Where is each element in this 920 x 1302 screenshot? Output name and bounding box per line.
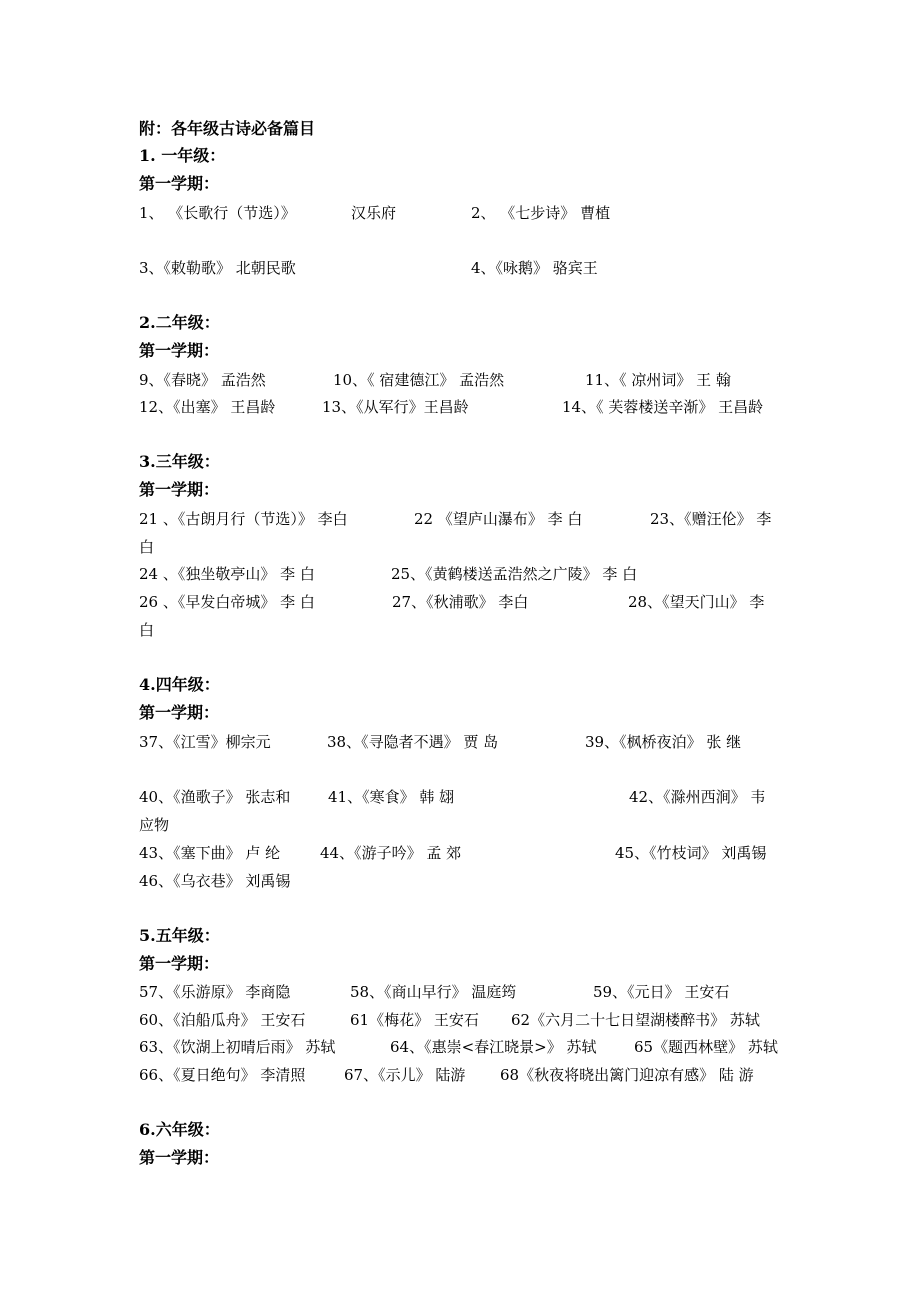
- poem-author: 汉乐府: [351, 204, 397, 222]
- poem-item: 43、《塞下曲》 卢 纶: [139, 844, 281, 862]
- poem-item: 60、《泊船瓜舟》 王安石: [139, 1011, 306, 1029]
- poem-item: 66、《夏日绝句》 李清照: [139, 1066, 306, 1084]
- poem-item: 21 、《古朗月行（节选）》 李白: [139, 510, 348, 528]
- poem-item: 62《六月二十七日望湖楼醉书》 苏轼: [511, 1011, 760, 1029]
- poem-item: 24 、《独坐敬亭山》 李 白: [139, 565, 315, 583]
- poem-item: 44、《游子吟》 孟 郊: [320, 844, 462, 862]
- poem-item: 14、《 芙蓉楼送辛渐》 王昌龄: [562, 398, 764, 416]
- poem-item: 37、《江雪》柳宗元: [139, 733, 271, 751]
- poem-item: 65《题西林壁》 苏轼: [634, 1038, 778, 1056]
- poem-item: 23、《赠汪伦》 李: [650, 510, 772, 528]
- poem-item: 57、《乐游原》 李商隐: [139, 983, 291, 1001]
- grade5-term: 第一学期：: [139, 954, 220, 973]
- poem-item: 42、《滁州西涧》 韦: [629, 788, 766, 806]
- grade3-heading: 3.三年级：: [139, 452, 220, 471]
- grade3-term: 第一学期：: [139, 480, 220, 499]
- poem-item: 4、《咏鹅》 骆宾王: [471, 259, 598, 277]
- poem-item: 40、《渔歌子》 张志和: [139, 788, 291, 806]
- poem-item: 25、《黄鹤楼送孟浩然之广陵》 李 白: [391, 565, 638, 583]
- poem-item: 22 《望庐山瀑布》 李 白: [414, 510, 583, 528]
- grade6-heading: 6.六年级：: [139, 1120, 220, 1139]
- poem-author-wrap: 白: [139, 538, 155, 556]
- poem-item: 28、《望天门山》 李: [628, 593, 765, 611]
- poem-author-wrap: 应物: [139, 816, 170, 834]
- poem-item: 27、《秋浦歌》 李白: [392, 593, 529, 611]
- grade6-term: 第一学期：: [139, 1148, 220, 1167]
- poem-item: 45、《竹枝词》 刘禹锡: [615, 844, 767, 862]
- poem-item: 46、《乌衣巷》 刘禹锡: [139, 872, 291, 890]
- poem-item: 3、《敕勒歌》 北朝民歌: [139, 259, 296, 277]
- poem-item: 39、《枫桥夜泊》 张 继: [585, 733, 742, 751]
- poem-item: 61《梅花》 王安石: [350, 1011, 479, 1029]
- poem-item: 2、 《七步诗》 曹植: [471, 204, 611, 222]
- poem-item: 38、《寻隐者不遇》 贾 岛: [327, 733, 499, 751]
- grade1-term: 第一学期：: [139, 174, 220, 193]
- grade4-heading: 4.四年级：: [139, 675, 220, 694]
- poem-author-wrap: 白: [139, 621, 155, 639]
- poem-item: 59、《元日》 王安石: [593, 983, 730, 1001]
- poem-item: 13、《从军行》王昌龄: [322, 398, 469, 416]
- doc-title: 附：各年级古诗必备篇目: [139, 119, 316, 138]
- poem-item: 64、《惠崇<春江晓景>》 苏轼: [390, 1038, 597, 1056]
- poem-item: 26 、《早发白帝城》 李 白: [139, 593, 315, 611]
- grade5-heading: 5.五年级：: [139, 926, 220, 945]
- poem-item: 68《秋夜将晓出篱门迎凉有感》 陆 游: [500, 1066, 754, 1084]
- grade2-term: 第一学期：: [139, 341, 220, 360]
- poem-item: 9、《春晓》 孟浩然: [139, 371, 266, 389]
- grade1-heading: 1. 一年级：: [139, 146, 226, 165]
- poem-item: 1、 《长歌行（节选）》: [139, 204, 296, 222]
- grade2-heading: 2.二年级：: [139, 313, 220, 332]
- grade4-term: 第一学期：: [139, 703, 220, 722]
- poem-item: 11、《 凉州词》 王 翰: [585, 371, 731, 389]
- poem-item: 58、《商山早行》 温庭筠: [350, 983, 517, 1001]
- poem-item: 12、《出塞》 王昌龄: [139, 398, 276, 416]
- poem-item: 67、《示儿》 陆游: [344, 1066, 466, 1084]
- poem-item: 63、《饮湖上初晴后雨》 苏轼: [139, 1038, 336, 1056]
- poem-item: 41、《寒食》 韩 翃: [328, 788, 455, 806]
- poem-item: 10、《 宿建德江》 孟浩然: [333, 371, 505, 389]
